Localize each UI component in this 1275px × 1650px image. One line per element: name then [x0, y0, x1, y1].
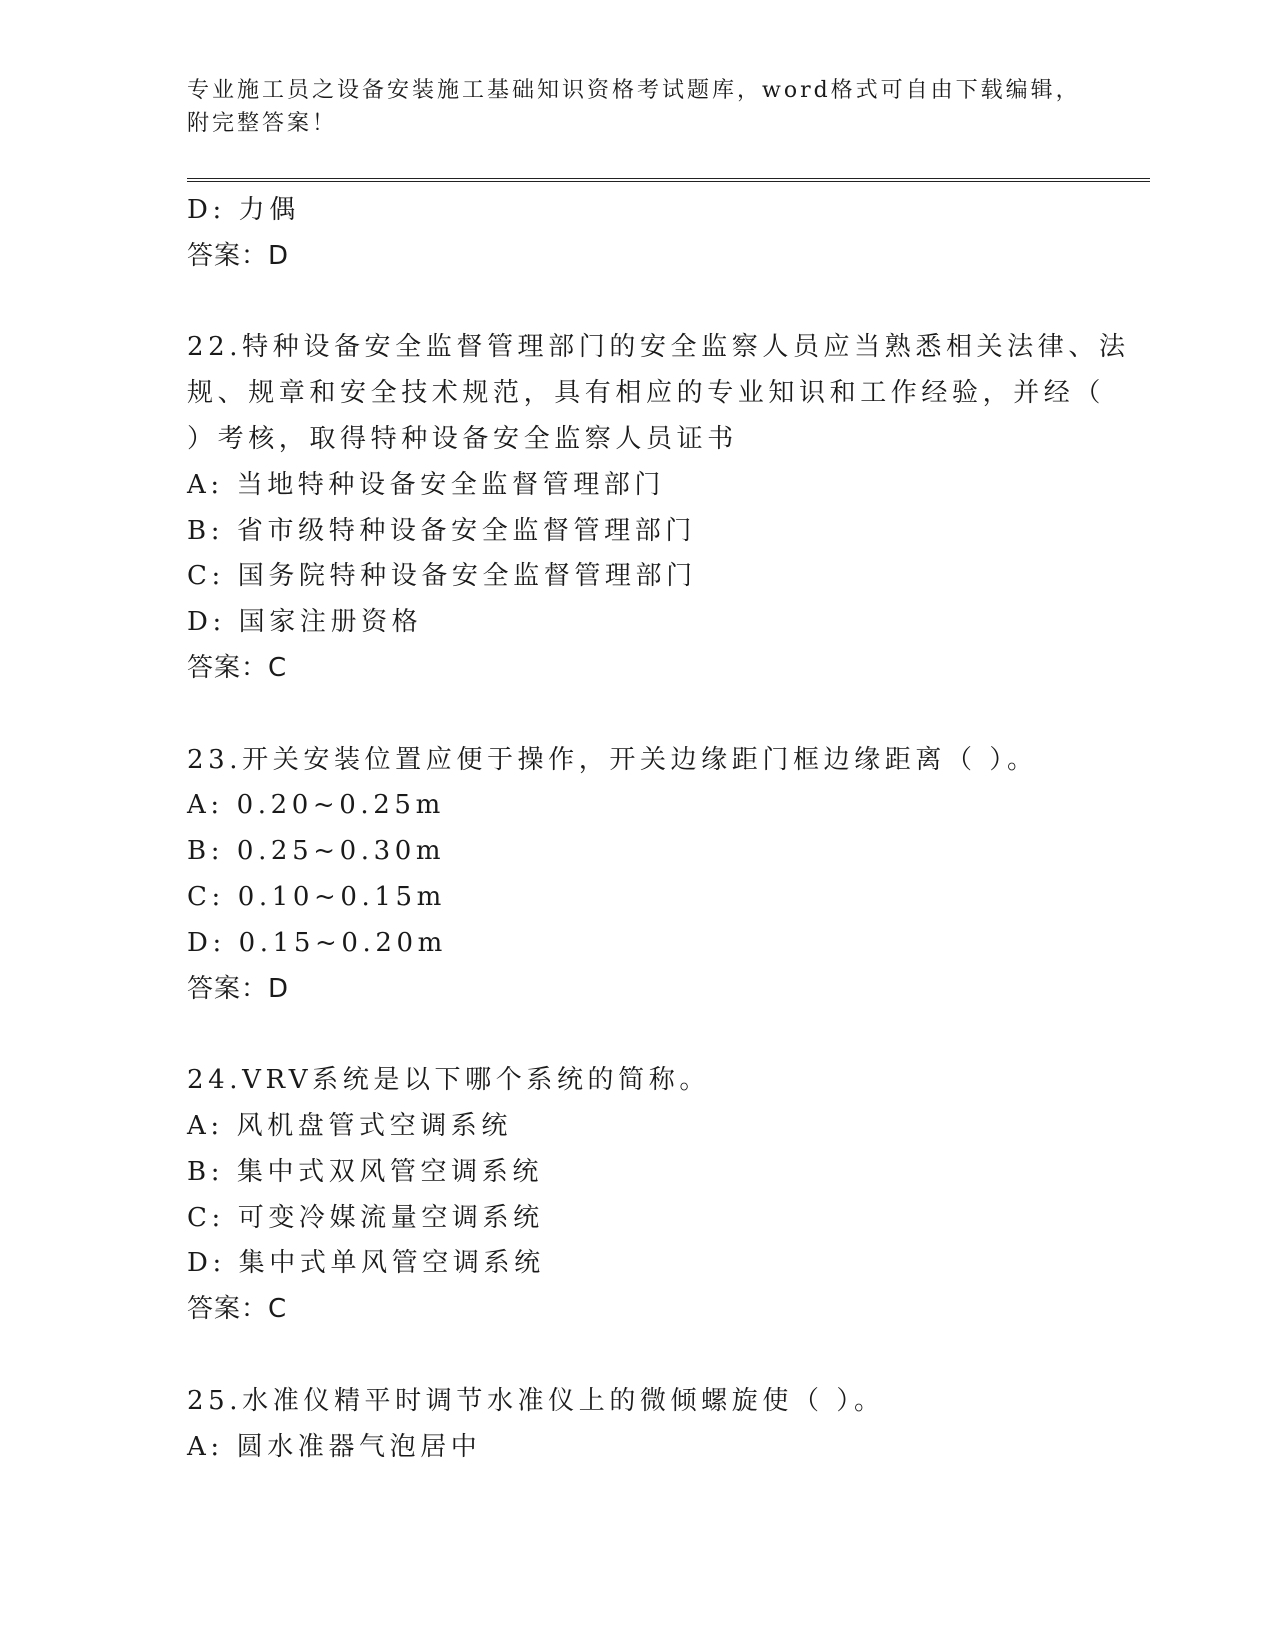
- header-divider: [187, 178, 1150, 182]
- question-stem: 25.水准仪精平时调节水准仪上的微倾螺旋使（ ）。: [187, 1385, 885, 1416]
- option-a: A: 风机盘管式空调系统: [187, 1110, 513, 1141]
- question-21-fragment: [187, 188, 1087, 280]
- answer: 答案：D: [187, 973, 290, 1004]
- option-a: A: 圆水准器气泡居中: [187, 1431, 482, 1462]
- question-25: [187, 1379, 1087, 1471]
- question-stem: 24.VRV系统是以下哪个系统的简称。: [187, 1065, 710, 1096]
- option-a: A: 当地特种设备安全监督管理部门: [187, 469, 666, 500]
- question-stem: 规、规章和安全技术规范，具有相应的专业知识和工作经验，并经（: [187, 378, 1106, 409]
- option-b: B: 省市级特种设备安全监督管理部门: [187, 515, 696, 546]
- spacer: [187, 692, 1087, 738]
- question-stem: 22.特种设备安全监督管理部门的安全监察人员应当熟悉相关法律、法: [187, 332, 1130, 363]
- answer: 答案：C: [187, 652, 288, 683]
- option-c: C: 0.10~0.15m: [187, 881, 446, 912]
- option-b: B: 集中式双风管空调系统: [187, 1156, 543, 1187]
- option-b: B: 0.25~0.30m: [187, 836, 446, 867]
- answer: 答案：C: [187, 1294, 288, 1325]
- option-a: A: 0.20~0.25m: [187, 790, 445, 821]
- spacer: [187, 1333, 1087, 1379]
- spacer: [187, 280, 1087, 326]
- option-d: D: 集中式单风管空调系统: [187, 1248, 545, 1279]
- question-list: [187, 188, 1130, 1470]
- question-23: [187, 738, 1087, 1013]
- spacer: [187, 1012, 1087, 1058]
- header-line-1: 专业施工员之设备安装施工基础知识资格考试题库，word格式可自由下载编辑，: [187, 78, 1081, 103]
- question-24: [187, 1058, 1087, 1333]
- answer: 答案：D: [187, 240, 290, 271]
- option-c: C: 国务院特种设备安全监督管理部门: [187, 561, 697, 592]
- option-c: C: 可变冷媒流量空调系统: [187, 1202, 544, 1233]
- option-d: D: 国家注册资格: [187, 607, 423, 638]
- question-stem: 23.开关安装位置应便于操作，开关边缘距门框边缘距离（ ）。: [187, 744, 1038, 775]
- option-d: D: 0.15~0.20m: [187, 927, 447, 958]
- question-stem: ）考核，取得特种设备安全监察人员证书: [187, 423, 738, 454]
- header-line-2: 附完整答案！: [187, 111, 338, 136]
- question-22: [187, 325, 1130, 691]
- option-d: D: 力偶: [187, 195, 300, 225]
- document-header: [187, 74, 1087, 140]
